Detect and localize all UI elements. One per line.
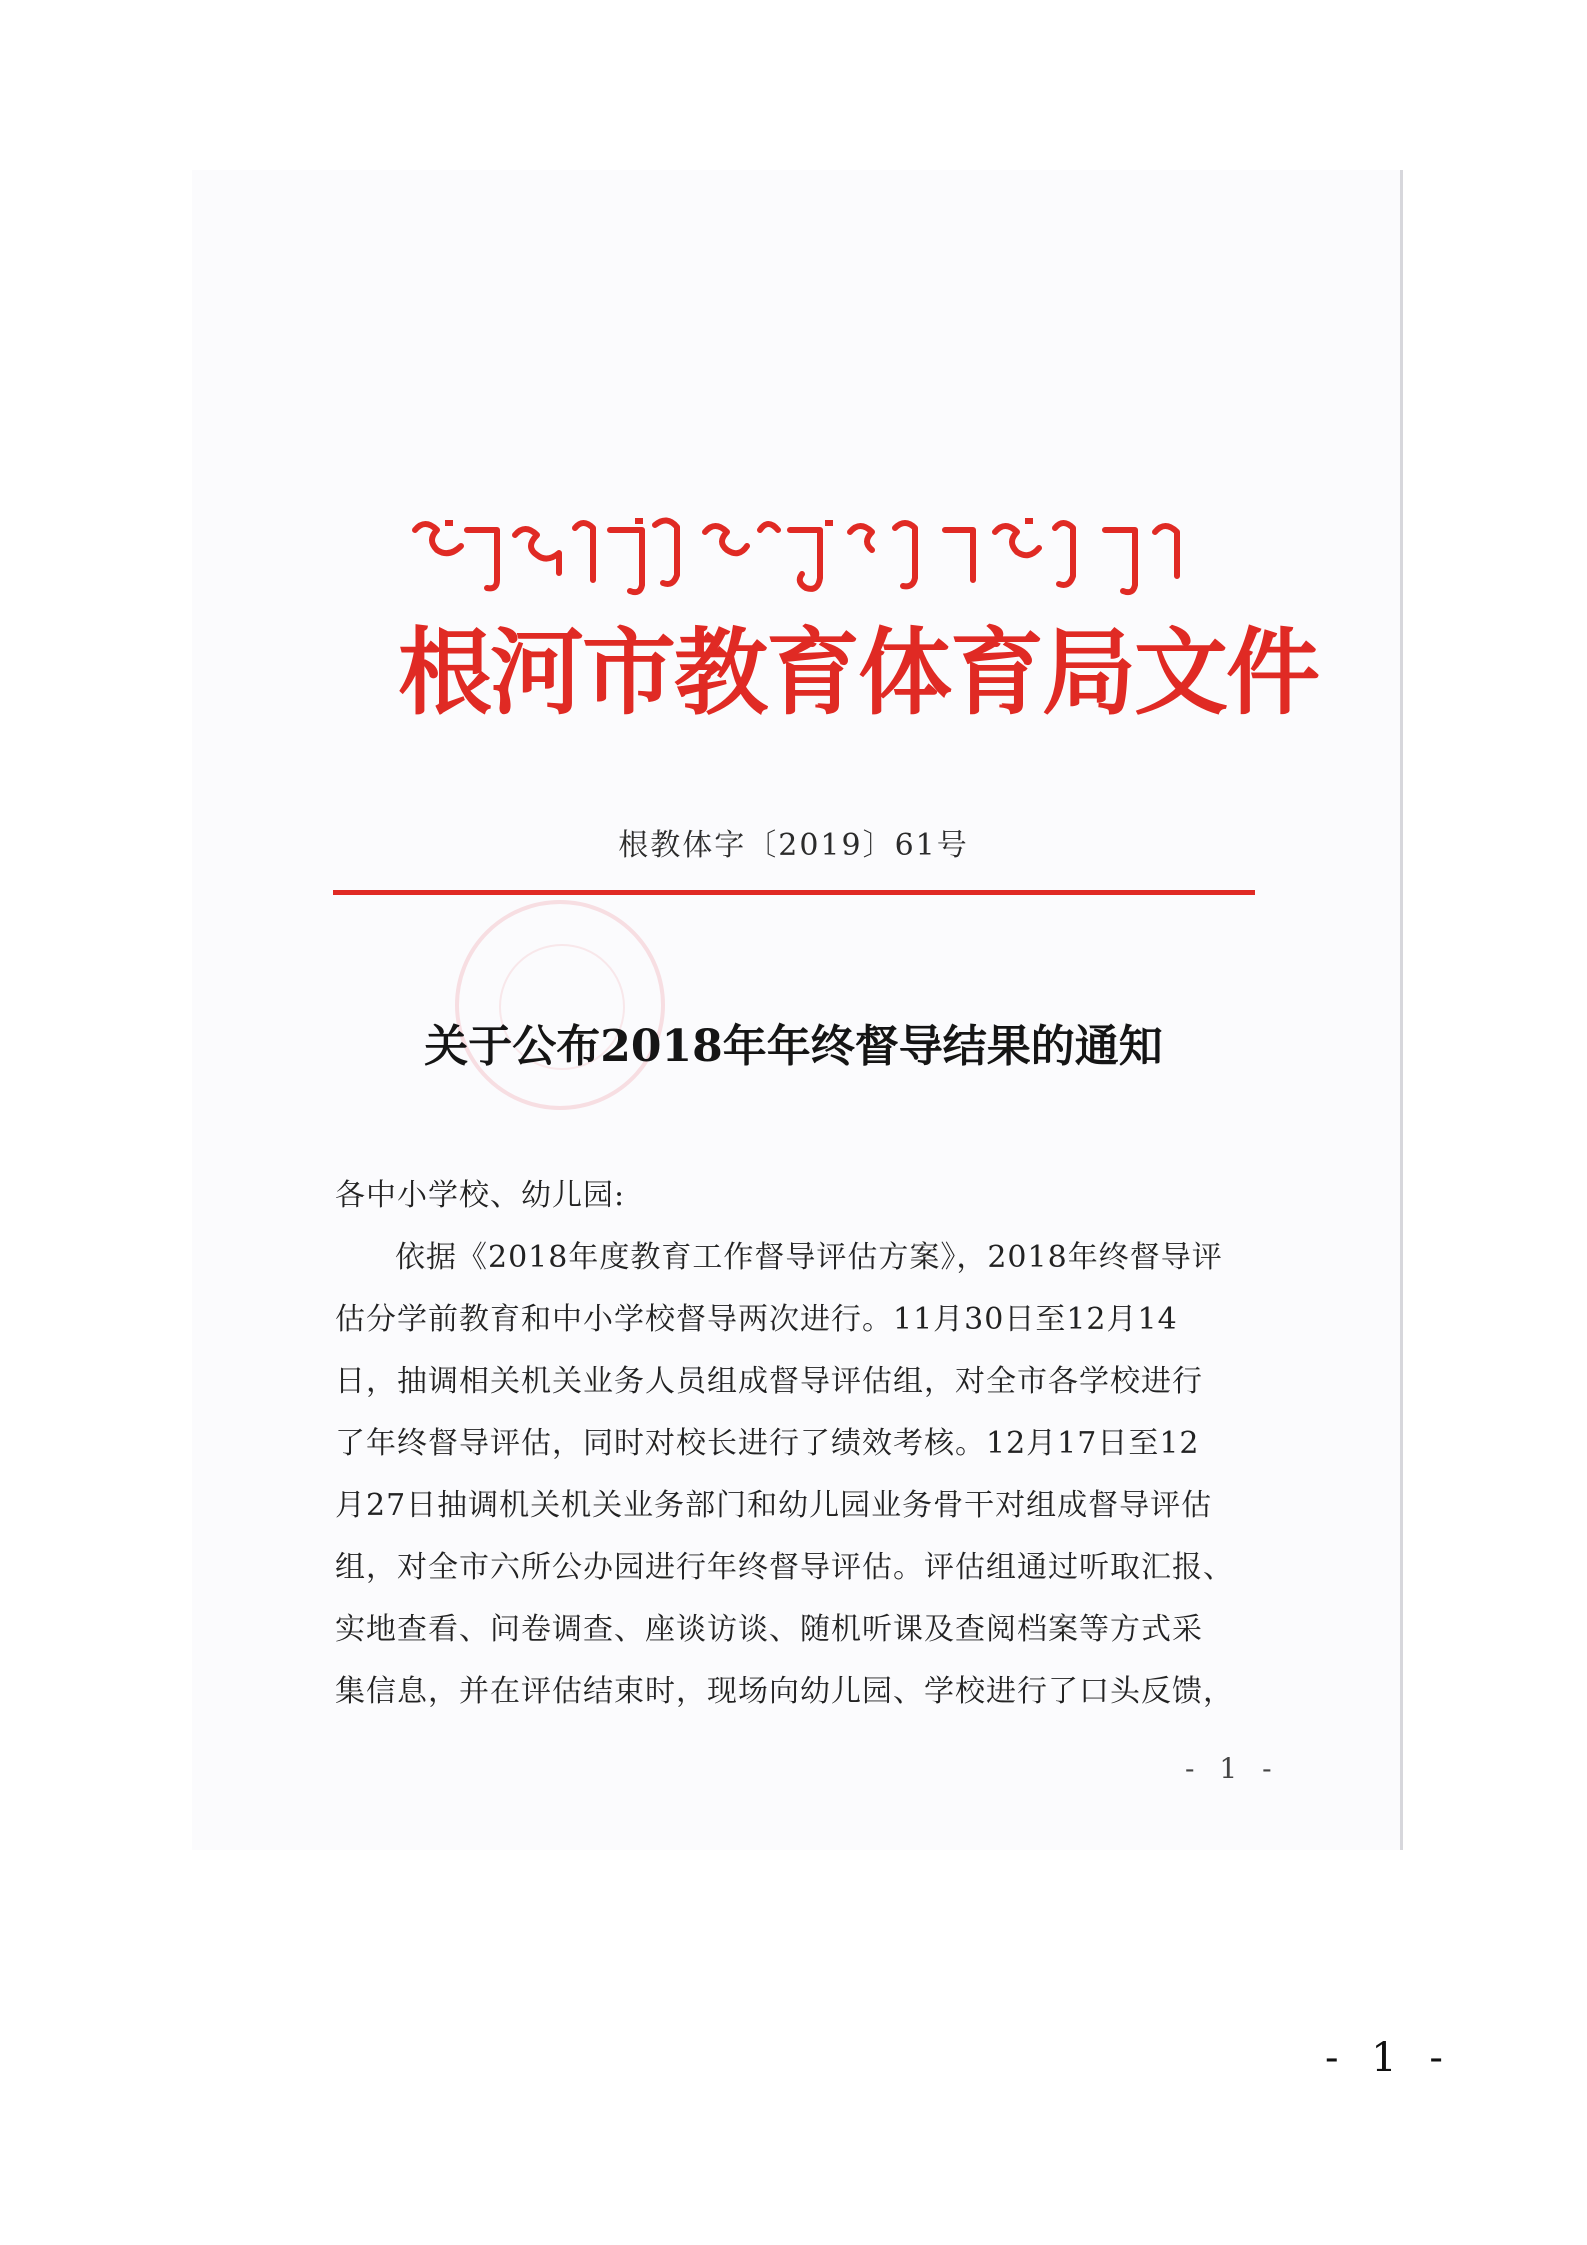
body-line: 集信息，并在评估结束时，现场向幼儿园、学校进行了口头反馈， <box>335 1674 1234 1709</box>
notice-title: 关于公布2018年年终督导结果的通知 <box>424 1021 1163 1072</box>
document-number: 根教体字〔2019〕61号 <box>618 828 969 863</box>
body-line: 实地查看、问卷调查、座谈访谈、随机听课及查阅档案等方式采 <box>335 1612 1203 1647</box>
scanned-page-number: - 1 - <box>1185 1752 1280 1785</box>
issuing-authority-title: 根河市教育体育局文件 <box>398 619 1319 728</box>
page-number: - 1 - <box>1325 2035 1453 2081</box>
mongolian-script-header <box>405 500 1195 600</box>
body-line: 组，对全市六所公办园进行年终督导评估。评估组通过听取汇报、 <box>335 1550 1234 1585</box>
official-seal-stamp <box>455 900 665 1110</box>
body-line: 月27日抽调机关机关业务部门和幼儿园业务骨干对组成督导评估 <box>335 1488 1213 1523</box>
body-line: 依据《2018年度教育工作督导评估方案》，2018年终督导评 <box>395 1240 1223 1275</box>
addressee-line: 各中小学校、幼儿园: <box>335 1178 626 1213</box>
body-line: 估分学前教育和中小学校督导两次进行。11月30日至12月14 <box>335 1302 1178 1337</box>
red-divider-line <box>333 890 1255 895</box>
body-line: 日，抽调相关机关业务人员组成督导评估组，对全市各学校进行 <box>335 1364 1203 1399</box>
body-line: 了年终督导评估，同时对校长进行了绩效考核。12月17日至12 <box>335 1426 1200 1461</box>
